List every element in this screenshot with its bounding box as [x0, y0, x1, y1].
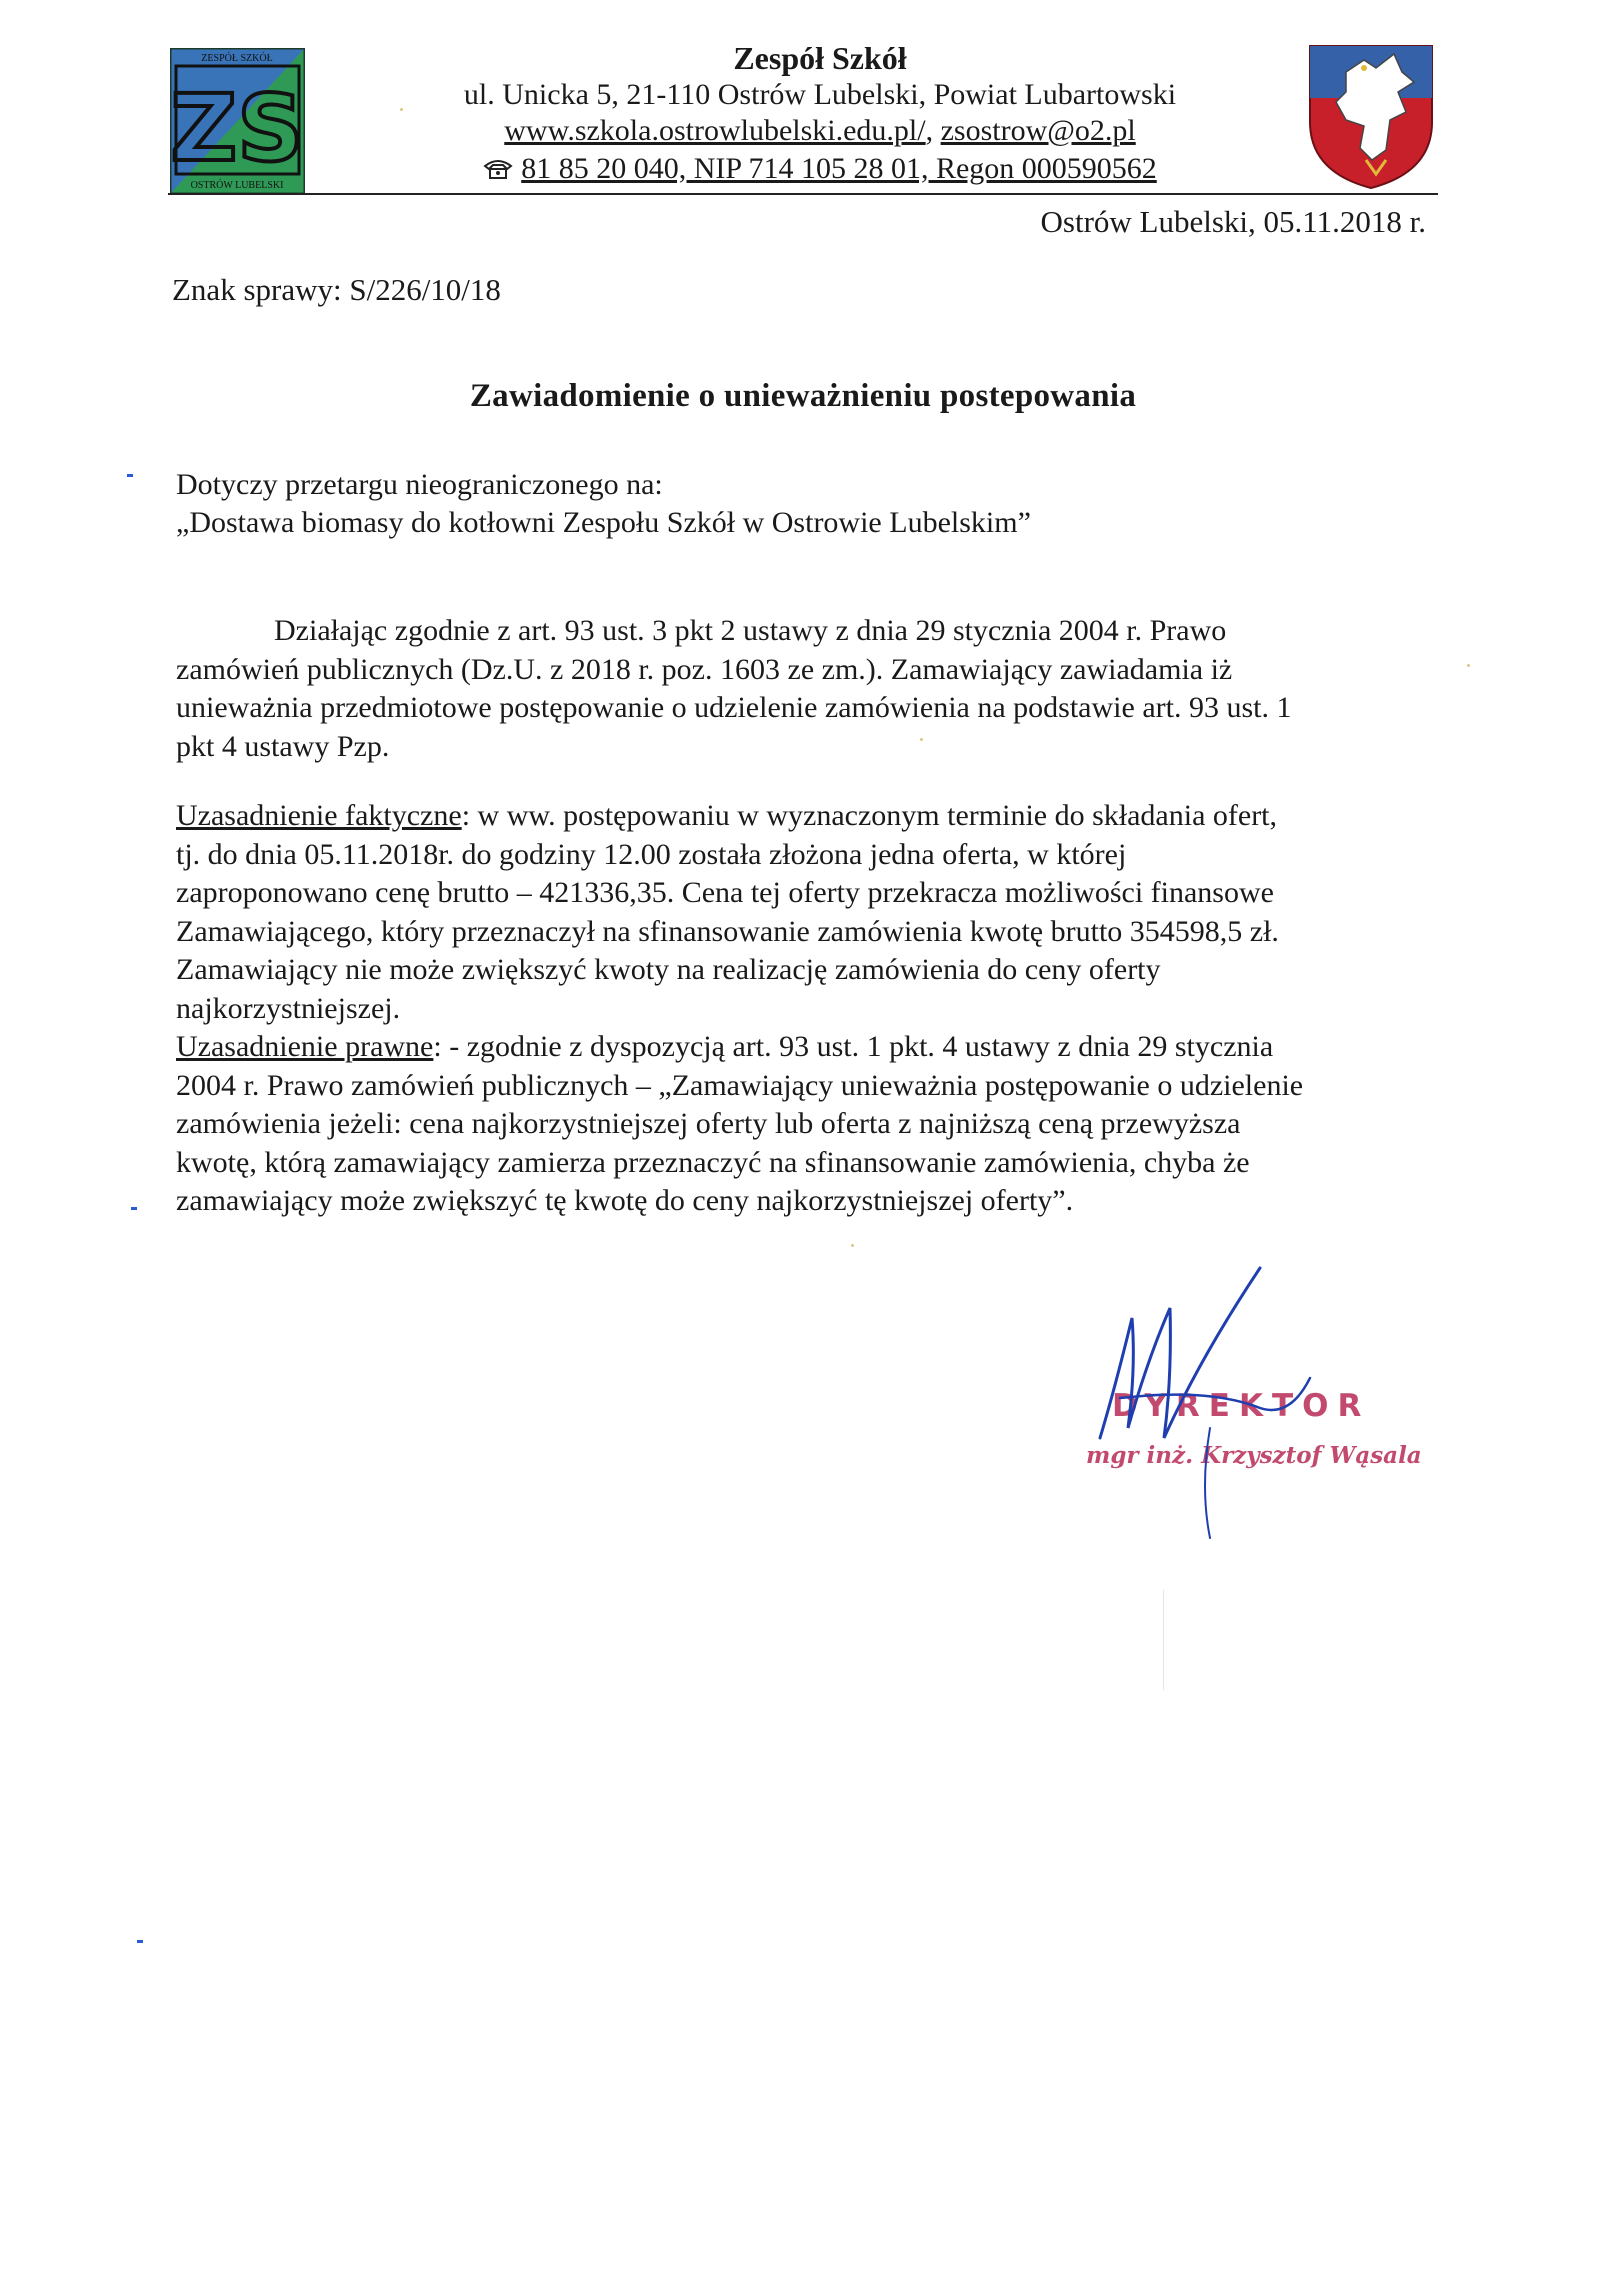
factual-line-4: Zamawiającego, który przeznaczył na sfinansowanie zamówienia kwotę brutto 354598,5 zł. [176, 914, 1279, 948]
decision-line-2: zamówień publicznych (Dz.U. z 2018 r. poz. 1603 ze zm.). Zamawiający zawiadamia iż [176, 652, 1233, 686]
scan-speck [1467, 664, 1470, 667]
legal-justification-label: Uzasadnienie prawne [176, 1030, 434, 1063]
logo-top-text: ZESPÓŁ SZKÓŁ [201, 53, 273, 64]
logo-bottom-text: OSTRÓW LUBELSKI [190, 180, 284, 191]
place-and-date: Ostrów Lubelski, 05.11.2018 r. [1040, 204, 1426, 239]
factual-line-1: Uzasadnienie faktyczne: w ww. postępowaniu w wyznaczonym terminie do składania ofert, [176, 799, 1278, 832]
organization-phone-line [320, 152, 1320, 186]
school-logo [170, 48, 305, 194]
justification-section [176, 797, 1446, 1221]
legal-line-1: Uzasadnienie prawne: - zgodnie z dyspozycją art. 93 ust. 1 pkt. 4 ustawy z dnia 29 stycznia [176, 1030, 1274, 1063]
scan-line [1163, 1590, 1164, 1690]
case-reference: Znak sprawy: S/226/10/18 [172, 272, 501, 307]
factual-line-5: Zamawiający nie może zwiększyć kwoty na realizację zamówienia do ceny oferty [176, 953, 1161, 986]
organization-contact [320, 114, 1320, 148]
factual-line-2: tj. do dnia 05.11.2018r. do godziny 12.00 została złożona jedna oferta, w której [176, 837, 1127, 871]
letterhead-rule [168, 193, 1438, 195]
decision-paragraph [176, 612, 1446, 766]
scan-mark [137, 1940, 143, 1943]
email-link[interactable]: zsostrow@o2.pl [940, 114, 1136, 147]
director-stamp-title: DYREKTOR [1112, 1388, 1371, 1424]
legal-line-4: kwotę, którą zamawiający zamierza przeznaczyć na sfinansowanie zamówienia, chyba że [176, 1145, 1250, 1179]
coat-of-arms-icon [1306, 42, 1436, 192]
handwritten-signature [1060, 1248, 1360, 1548]
phone-nip-regon: 81 85 20 040, NIP 714 105 28 01, Regon 000590562 [521, 152, 1157, 185]
factual-justification-label: Uzasadnienie faktyczne [176, 799, 462, 832]
factual-line-6: najkorzystniejszej. [176, 991, 401, 1025]
scan-mark [127, 474, 133, 477]
scan-speck [400, 108, 403, 111]
website-link[interactable]: www.szkola.ostrowlubelski.edu.pl/ [504, 114, 926, 147]
organization-address: ul. Unicka 5, 21-110 Ostrów Lubelski, Powiat Lubartowski [463, 78, 1177, 111]
legal-line-5: zamawiający może zwiększyć tę kwotę do ceny najkorzystniejszej oferty”. [176, 1184, 1074, 1217]
tender-subject-line-1: Dotyczy przetargu nieograniczonego na: [176, 468, 663, 501]
legal-line-2: 2004 r. Prawo zamówień publicznych – „Zamawiający unieważnia postępowanie o udzielenie [176, 1068, 1304, 1102]
director-stamp-name: mgr inż. Krzysztof Wąsala [1086, 1442, 1422, 1469]
contact-separator: , [925, 114, 941, 147]
tender-subject [176, 466, 1376, 542]
logo-letters: ZS [170, 75, 304, 182]
decision-line-3: unieważnia przedmiotowe postępowanie o udzielenie zamówienia na podstawie art. 93 ust. 1 [176, 691, 1292, 724]
document-title: Zawiadomienie o unieważnieniu postepowania [469, 378, 1137, 414]
legal-line-3: zamówienia jeżeli: cena najkorzystniejszej oferty lub oferta z najniższą ceną przewyższa [176, 1107, 1241, 1140]
tender-subject-line-2: „Dostawa biomasy do kotłowni Zespołu Szkół w Ostrowie Lubelskim” [176, 506, 1031, 539]
scan-speck [851, 1244, 854, 1247]
telephone-icon [483, 158, 513, 180]
decision-line-4: pkt 4 ustawy Pzp. [176, 729, 390, 763]
decision-line-1: Działając zgodnie z art. 93 ust. 3 pkt 2 ustawy z dnia 29 stycznia 2004 r. Prawo [274, 614, 1227, 647]
organization-name: Zespół Szkół [733, 40, 907, 76]
factual-line-3: zaproponowano cenę brutto – 421336,35. Cena tej oferty przekracza możliwości finansowe [176, 876, 1274, 909]
scan-speck [920, 738, 923, 741]
scan-mark [131, 1207, 137, 1210]
